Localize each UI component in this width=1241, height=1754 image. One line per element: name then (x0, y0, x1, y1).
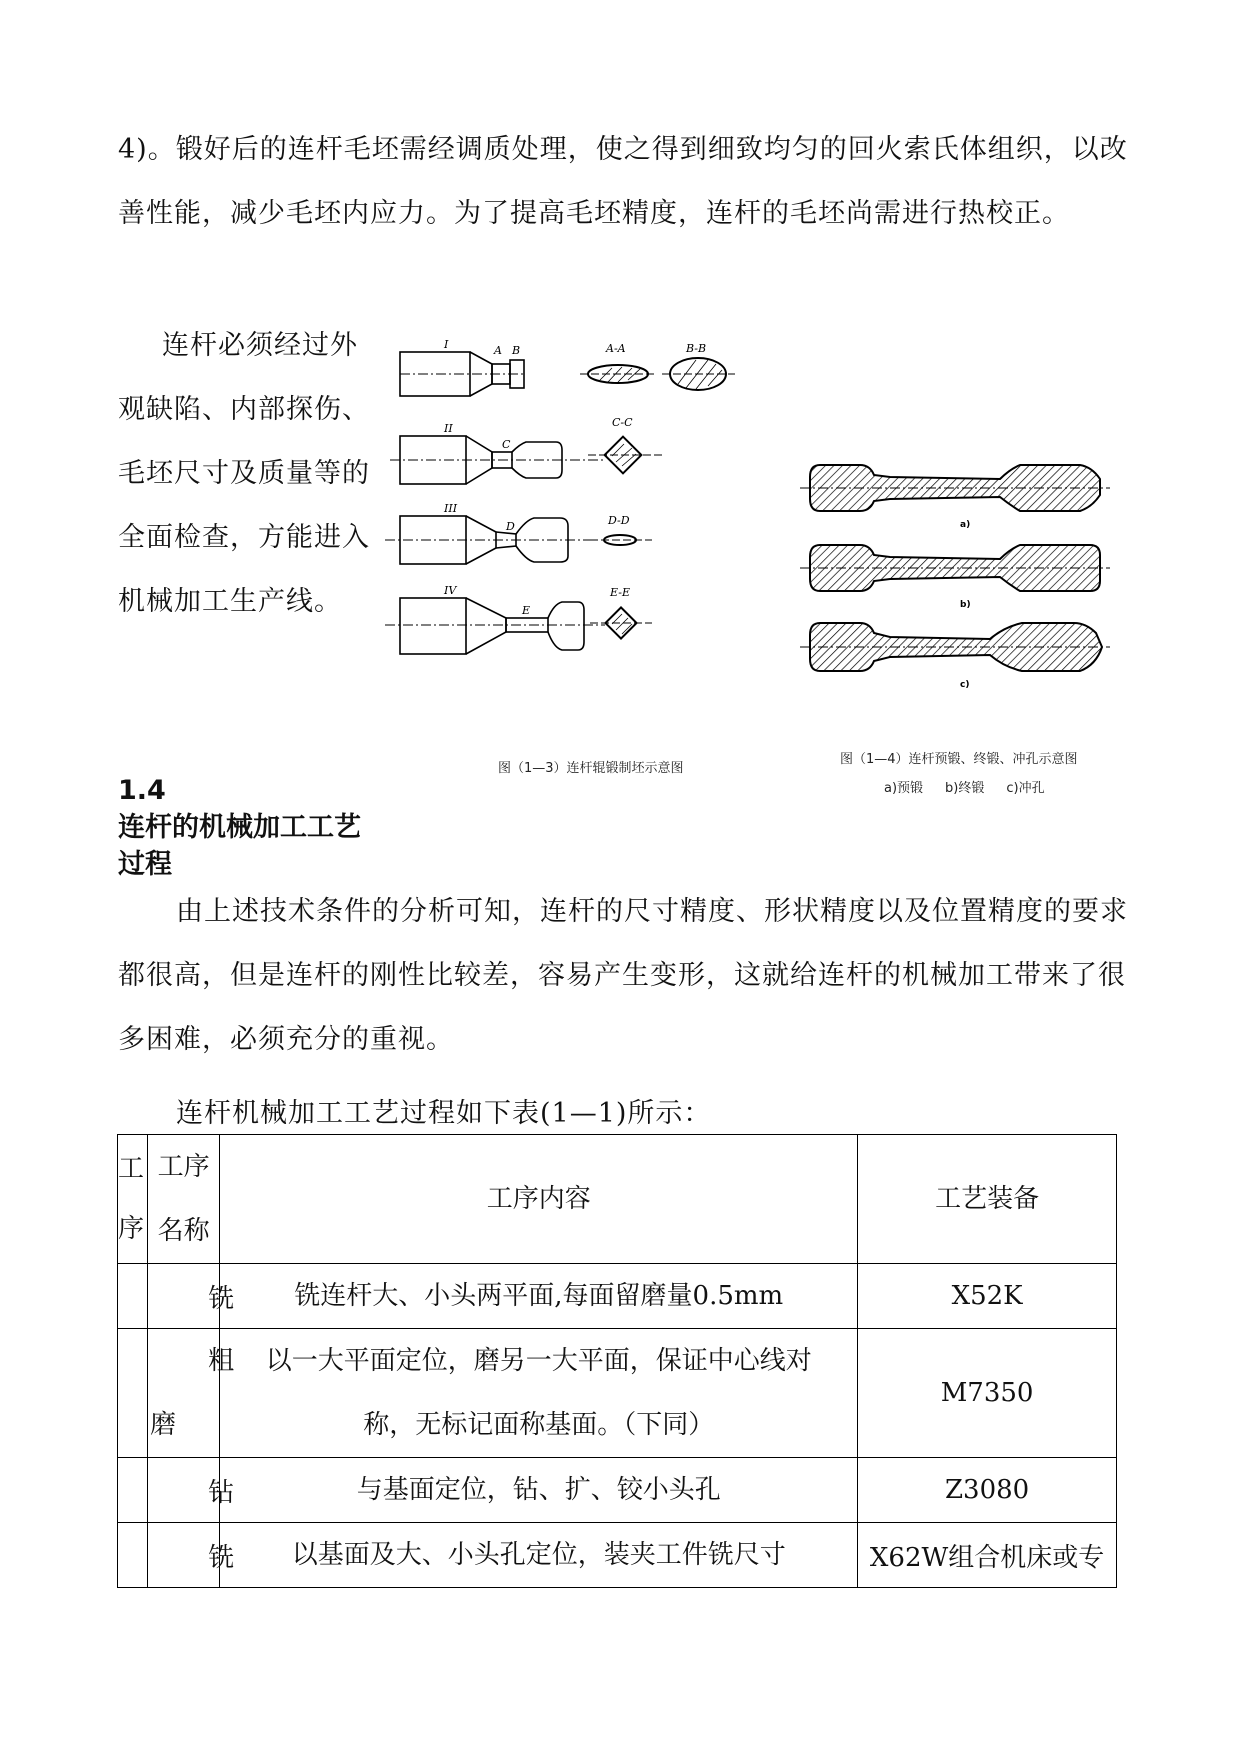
section-label-dd: D-D (608, 514, 630, 527)
cell-equipment: M7350 (858, 1329, 1117, 1458)
table-row (118, 1264, 1117, 1329)
section-label-aa: A-A (606, 342, 626, 355)
cell-equipment: X62W组合机床或专 (858, 1523, 1117, 1588)
cell-step-content: 以一大平面定位，磨另一大平面，保证中心线对 称，无标记面称基面。（下同） (220, 1329, 858, 1458)
cell-step-number (118, 1329, 148, 1458)
tag-b: b) (960, 600, 971, 610)
cell-equipment: X52K (858, 1264, 1117, 1329)
header-step-name: 工序 名称 (148, 1135, 220, 1264)
cell-step-name: 钻 (148, 1458, 220, 1523)
paragraph-table-intro-text: 连杆机械加工工艺过程如下表(1—1)所示： (176, 1098, 712, 1129)
sublabel-preforging: a)预锻 (884, 781, 924, 796)
cell-step-content: 铣连杆大、小头两平面,每面留磨量0.5mm (220, 1264, 858, 1329)
cell-equipment: Z3080 (858, 1458, 1117, 1523)
section-label-cc: C-C (612, 416, 633, 429)
table-row (118, 1523, 1117, 1588)
cell-step-number (118, 1523, 148, 1588)
cell-step-number (118, 1458, 148, 1523)
section-title: 连杆的机械加工工艺过程 (118, 812, 361, 880)
tag-a: a) (960, 520, 971, 530)
cell-step-number (118, 1264, 148, 1329)
figure-1-4-caption: 图（1—4）连杆预锻、终锻、冲孔示意图 (840, 752, 1078, 767)
header-step-content: 工序内容 (220, 1135, 858, 1264)
paragraph-forging-treatment: 4)。锻好后的连杆毛坯需经调质处理，使之得到细致均匀的回火索氏体组织，以改善性能，减少毛坯内应力。为了提高毛坯精度，连杆的毛坯尚需进行热校正。 (118, 134, 1128, 229)
cut-label-a: A (494, 344, 502, 357)
section-ee (605, 607, 636, 638)
figure-1-3-caption: 图（1—3）连杆辊锻制坯示意图 (498, 761, 684, 776)
paragraph-inspection (118, 314, 380, 634)
paragraph-analysis-text: 由上述技术条件的分析可知，连杆的尺寸精度、形状精度以及位置精度的要求都很高，但是连杆的刚性比较差，容易产生变形，这就给连杆的机械加工带来了很多困难，必须充分的重视。 (118, 896, 1128, 1055)
cut-label-d: D (506, 520, 515, 533)
cell-step-name: 铣 (148, 1264, 220, 1329)
figure-1-4-sublabels (884, 777, 1067, 796)
cut-label-b: B (512, 344, 521, 357)
stage-label-3: III (444, 502, 458, 515)
forging-stages-figure (810, 455, 1160, 705)
header-step-number: 工 序 (118, 1135, 148, 1264)
cell-step-name: 粗 磨 (148, 1329, 220, 1458)
section-label-bb: B-B (686, 342, 707, 355)
table-row (118, 1329, 1117, 1458)
table-header-row (118, 1135, 1117, 1264)
cell-step-name: 铣 (148, 1523, 220, 1588)
cut-label-c: C (502, 438, 511, 451)
cut-label-e: E (522, 604, 531, 617)
stage-label-4: IV (444, 584, 457, 597)
tag-c: c) (960, 680, 970, 690)
cell-step-content: 以基面及大、小头孔定位，装夹工件铣尺寸 (220, 1523, 858, 1588)
stage-label-2: II (444, 422, 453, 435)
sublabel-final-forging: b)终锻 (945, 781, 985, 796)
sublabel-punching: c)冲孔 (1006, 781, 1045, 796)
section-number: 1.4 (118, 775, 166, 806)
section-label-ee: E-E (610, 586, 630, 599)
roll-forging-figure (430, 338, 830, 710)
section-heading (118, 772, 378, 883)
header-equipment: 工艺装备 (858, 1135, 1117, 1264)
cell-step-content: 与基面定位，钻、扩、铰小头孔 (220, 1458, 858, 1523)
paragraph-analysis (118, 880, 1128, 1072)
paragraph-inspection-text: 连杆必须经过外观缺陷、内部探伤、毛坯尺寸及质量等的全面检查，方能进入机械加工生产线。 (118, 330, 370, 617)
stage-label-1: I (444, 338, 449, 351)
process-table (117, 1134, 1117, 1588)
table-row (118, 1458, 1117, 1523)
